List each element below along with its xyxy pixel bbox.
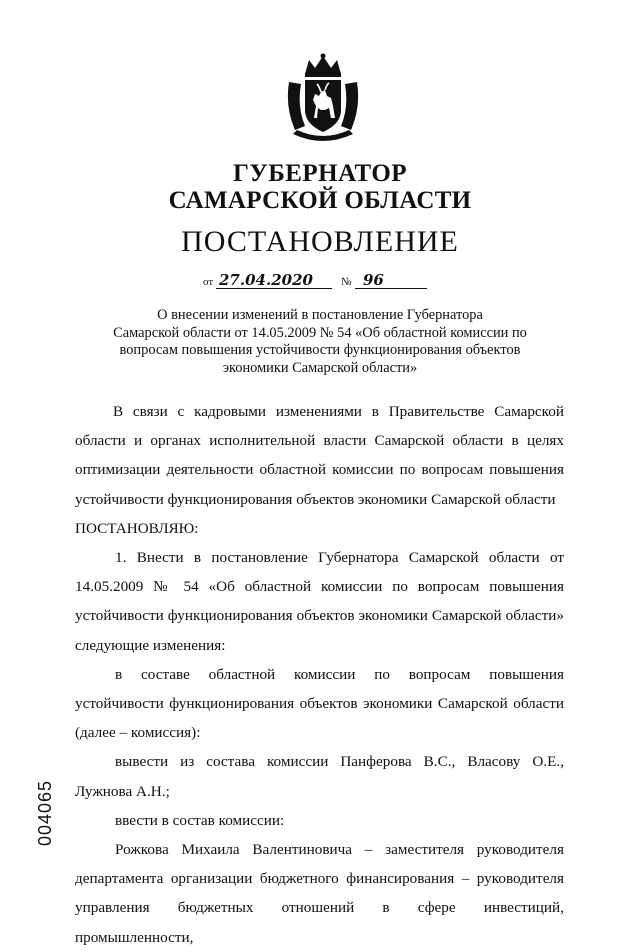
add-members-paragraph: ввести в состав комиссии: — [115, 811, 285, 829]
issuer-title: ГУБЕРНАТОР — [232, 160, 408, 187]
subject-line: экономики Самарской области» — [222, 359, 418, 376]
subject-line: О внесении изменений в постановление Губернатора — [157, 307, 483, 323]
document-subject — [90, 307, 550, 377]
number-prefix: № — [341, 276, 352, 288]
preamble-paragraph: В связи с кадровыми изменениями в Правительстве Самарской области и органах исполнительной власти Самарской области в целях оптимизации деятельности областной комиссии по вопросам повышения устойчивости функционирования объектов экономики Самарской области — [75, 403, 564, 508]
document-body — [75, 397, 564, 952]
date-number-line — [203, 268, 443, 292]
registration-number: 004065 — [35, 779, 55, 846]
number-value: 96 — [363, 271, 384, 289]
document-type: ПОСТАНОВЛЕНИЕ — [181, 225, 459, 258]
clause-1-paragraph: 1. Внести в постановление Губернатора Самарской области от 14.05.2009 № 54 «Об областной комиссии по вопросам повышения устойчивости функционирования объектов экономики Самарской области» следующие изменения: — [75, 549, 564, 654]
resolution-word: ПОСТАНОВЛЯЮ: — [75, 519, 199, 537]
issuer-region: САМАРСКОЙ ОБЛАСТИ — [168, 187, 472, 214]
samara-coat-of-arms-icon — [283, 52, 363, 144]
date-prefix: от — [203, 276, 214, 288]
new-member-paragraph: Рожкова Михаила Валентиновича – заместителя руководителя департамента организации бюджетного финансирования – руководителя управления бюджетных отношений в сфере инвестиций, промышленности, — [75, 841, 564, 946]
subject-line: вопросам повышения устойчивости функционирования объектов — [119, 342, 521, 358]
commission-paragraph: в составе областной комиссии по вопросам повышения устойчивости функционирования объектов экономики Самарской области (далее – комиссия): — [75, 665, 564, 742]
remove-members-paragraph: вывести из состава комиссии Панферова В.С., Власову О.Е., Лужнова А.Н.; — [75, 753, 564, 800]
date-value: 27.04.2020 — [219, 271, 313, 289]
subject-line: Самарской области от 14.05.2009 № 54 «Об областной комиссии по — [113, 324, 527, 341]
